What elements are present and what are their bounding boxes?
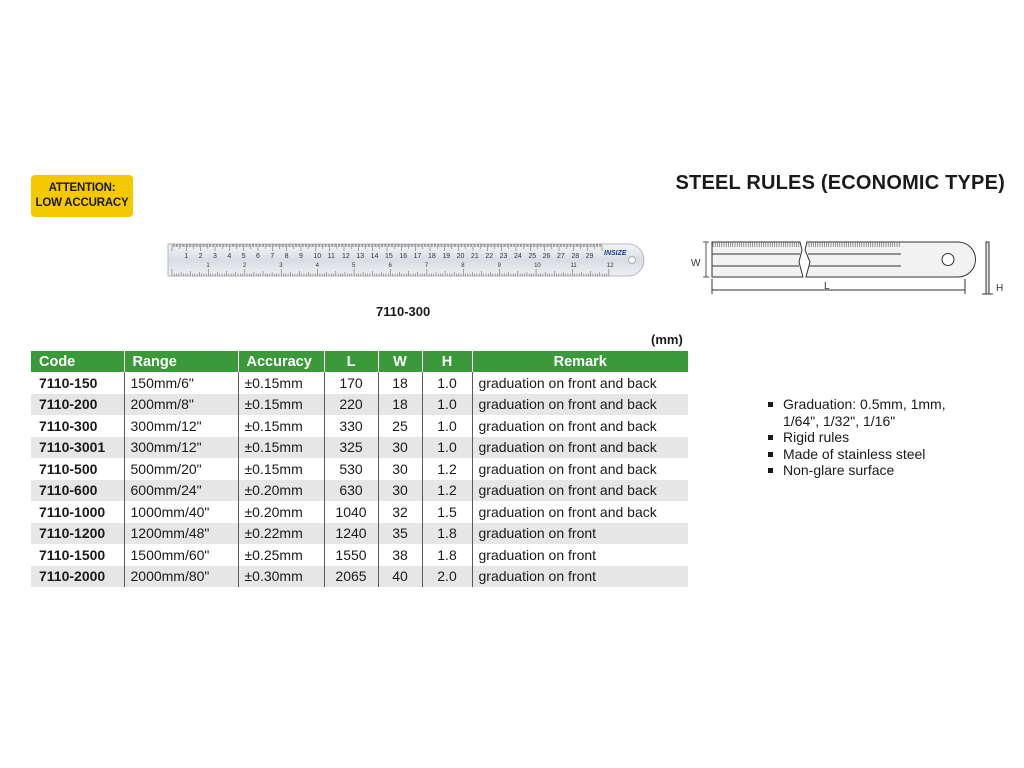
cell-range: 2000mm/80" [124, 566, 238, 588]
ruler-inch-number: 10 [534, 263, 541, 269]
cell-range: 1500mm/60" [124, 544, 238, 566]
ruler-cm-number: 22 [485, 253, 494, 260]
cell-h: 1.0 [422, 394, 472, 416]
cell-h: 1.0 [422, 437, 472, 459]
ruler-cm-number: 2 [198, 253, 203, 260]
table-row [31, 415, 688, 437]
ruler-cm-number: 17 [413, 253, 422, 260]
cell-range: 300mm/12" [124, 437, 238, 459]
table-row [31, 480, 688, 502]
cell-w: 35 [378, 523, 422, 545]
ruler-inch-number: 1 [206, 263, 210, 269]
cell-accuracy: ±0.20mm [238, 501, 324, 523]
ruler-cm-number: 15 [385, 253, 393, 260]
table-header-row [31, 351, 688, 372]
cell-w: 25 [378, 415, 422, 437]
ruler-cm-number: 23 [499, 253, 508, 260]
ruler-inch-number: 9 [497, 263, 502, 269]
ruler-cm-number: 7 [270, 253, 275, 260]
feature-list [767, 396, 977, 479]
cell-l: 1240 [324, 523, 378, 545]
ruler-cm-number: 5 [241, 253, 246, 260]
ruler-cm-number: 3 [213, 253, 217, 260]
table-row [31, 437, 688, 459]
ruler-inch-number: 8 [461, 263, 465, 269]
col-header-remark: Remark [472, 351, 688, 372]
feature-item: Non-glare surface [767, 462, 977, 479]
cell-code: 7110-600 [31, 480, 124, 502]
cell-h: 2.0 [422, 566, 472, 588]
cell-remark: graduation on front and back [472, 480, 688, 502]
cell-w: 30 [378, 480, 422, 502]
cell-w: 30 [378, 458, 422, 480]
ruler-cm-number: 6 [256, 253, 260, 260]
cell-h: 1.0 [422, 415, 472, 437]
cell-code: 7110-500 [31, 458, 124, 480]
cell-accuracy: ±0.25mm [238, 544, 324, 566]
feature-item: Made of stainless steel [767, 446, 977, 463]
cell-accuracy: ±0.30mm [238, 566, 324, 588]
cell-range: 200mm/8" [124, 394, 238, 416]
low-accuracy-badge [31, 175, 133, 217]
ruler-cm-number: 19 [442, 253, 451, 260]
cell-accuracy: ±0.15mm [238, 372, 324, 394]
ruler-cm-number: 25 [528, 253, 537, 260]
cell-remark: graduation on front and back [478, 417, 657, 434]
cell-remark: graduation on front [472, 523, 688, 545]
cell-l: 325 [324, 437, 378, 459]
feature-item: Graduation: 0.5mm, 1mm, 1/64", 1/32", 1/16" [767, 396, 977, 429]
ruler-cm-number: 18 [428, 253, 436, 260]
ruler-cm-number: 16 [399, 253, 408, 260]
cell-w: 40 [378, 566, 422, 588]
col-header-h: H [422, 351, 472, 372]
ruler-cm-number: 21 [471, 253, 479, 260]
ruler-inch-number: 5 [352, 263, 356, 269]
cell-l: 170 [324, 372, 378, 394]
ruler-cm-number: 9 [299, 253, 303, 260]
feature-item: Rigid rules [767, 429, 977, 446]
attention-line-1: ATTENTION: [48, 182, 116, 194]
cell-code: 7110-2000 [31, 566, 124, 588]
page-title: STEEL RULES (ECONOMIC TYPE) [675, 172, 1005, 194]
dimension-diagram [686, 238, 1024, 305]
cell-remark: graduation on front and back [478, 503, 657, 520]
cell-code: 7110-150 [31, 372, 124, 394]
cell-l: 330 [324, 415, 378, 437]
ruler-cm-number: 26 [542, 253, 551, 260]
cell-accuracy: ±0.20mm [238, 480, 324, 502]
cell-code: 7110-1000 [31, 501, 124, 523]
cell-remark: graduation on front and back [478, 374, 657, 391]
attention-line-2: LOW ACCURACY [35, 197, 129, 209]
specification-table [31, 351, 688, 587]
cell-remark: graduation on front and back [478, 460, 657, 477]
ruler-cm-number: 20 [456, 253, 465, 260]
ruler-cm-number: 1 [184, 253, 189, 260]
ruler-cm-number: 24 [514, 253, 522, 260]
cell-w: 18 [378, 372, 422, 394]
h-dimension-label: H [996, 283, 1004, 294]
table-row [31, 566, 688, 588]
cell-accuracy: ±0.22mm [238, 523, 324, 545]
ruler-cm-number: 28 [571, 253, 580, 260]
cell-accuracy: ±0.15mm [238, 415, 324, 437]
ruler-inch-number: 11 [570, 263, 577, 269]
table-row [31, 544, 688, 566]
cell-l: 630 [324, 480, 378, 502]
cell-remark: graduation on front and back [472, 394, 688, 416]
table-row [31, 501, 688, 523]
cell-w: 32 [378, 501, 422, 523]
steel-rule-photo [166, 241, 646, 286]
col-header-l: L [324, 351, 378, 372]
cell-h: 1.0 [422, 372, 472, 394]
cell-h: 1.2 [422, 480, 472, 502]
table-row [31, 523, 688, 545]
cell-code: 7110-200 [31, 394, 124, 416]
cell-l: 530 [324, 458, 378, 480]
l-dimension-label: L [824, 281, 830, 292]
cell-range: 1000mm/40" [124, 501, 238, 523]
ruler-inch-number: 2 [242, 263, 247, 269]
cell-w: 30 [378, 437, 422, 459]
col-header-range: Range [124, 351, 238, 372]
ruler-cm-number: 11 [327, 253, 335, 260]
cell-code: 7110-300 [31, 415, 124, 437]
cell-range: 600mm/24" [124, 480, 238, 502]
cell-remark: graduation on front and back [472, 437, 688, 459]
table-row [31, 394, 688, 416]
ruler-inch-number: 3 [279, 263, 283, 269]
cell-h: 1.2 [422, 458, 472, 480]
ruler-inch-number: 4 [315, 263, 319, 269]
ruler-cm-number: 27 [557, 253, 565, 260]
cell-h: 1.5 [422, 501, 472, 523]
cell-code: 7110-1500 [31, 544, 124, 566]
cell-remark: graduation on front [478, 546, 597, 563]
ruler-cm-number: 4 [227, 253, 232, 260]
ruler-cm-number: 12 [342, 253, 350, 260]
ruler-brand-logo: INSIZE [604, 250, 627, 257]
ruler-inch-number: 6 [388, 263, 392, 269]
cell-accuracy: ±0.15mm [238, 394, 324, 416]
ruler-cm-number: 14 [370, 253, 379, 260]
cell-h: 1.8 [422, 544, 472, 566]
ruler-inch-number: 12 [606, 263, 614, 269]
col-header-accuracy: Accuracy [238, 351, 324, 372]
col-header-w: W [378, 351, 422, 372]
unit-label: (mm) [651, 332, 683, 347]
cell-w: 38 [378, 544, 422, 566]
cell-range: 500mm/20" [124, 458, 238, 480]
table-row [31, 458, 688, 480]
ruler-caption: 7110-300 [376, 304, 431, 319]
cell-code: 7110-1200 [31, 523, 124, 545]
cell-range: 300mm/12" [124, 415, 238, 437]
cell-range: 150mm/6" [124, 372, 238, 394]
cell-remark: graduation on front [472, 566, 688, 588]
cell-l: 220 [324, 394, 378, 416]
col-header-code: Code [31, 351, 124, 372]
cell-w: 18 [378, 394, 422, 416]
ruler-cm-number: 8 [284, 253, 289, 260]
cell-accuracy: ±0.15mm [238, 437, 324, 459]
w-dimension-label: W [691, 258, 701, 269]
ruler-cm-number: 10 [313, 253, 322, 260]
cell-l: 1550 [324, 544, 378, 566]
cell-l: 2065 [324, 566, 378, 588]
ruler-cm-number: 13 [356, 253, 365, 260]
ruler-cm-number: 29 [585, 253, 594, 260]
cell-range: 1200mm/48" [124, 523, 238, 545]
cell-l: 1040 [324, 501, 378, 523]
cell-code: 7110-3001 [31, 437, 124, 459]
cell-h: 1.8 [422, 523, 472, 545]
cell-accuracy: ±0.15mm [238, 458, 324, 480]
ruler-inch-number: 7 [424, 263, 429, 269]
table-row [31, 372, 688, 394]
